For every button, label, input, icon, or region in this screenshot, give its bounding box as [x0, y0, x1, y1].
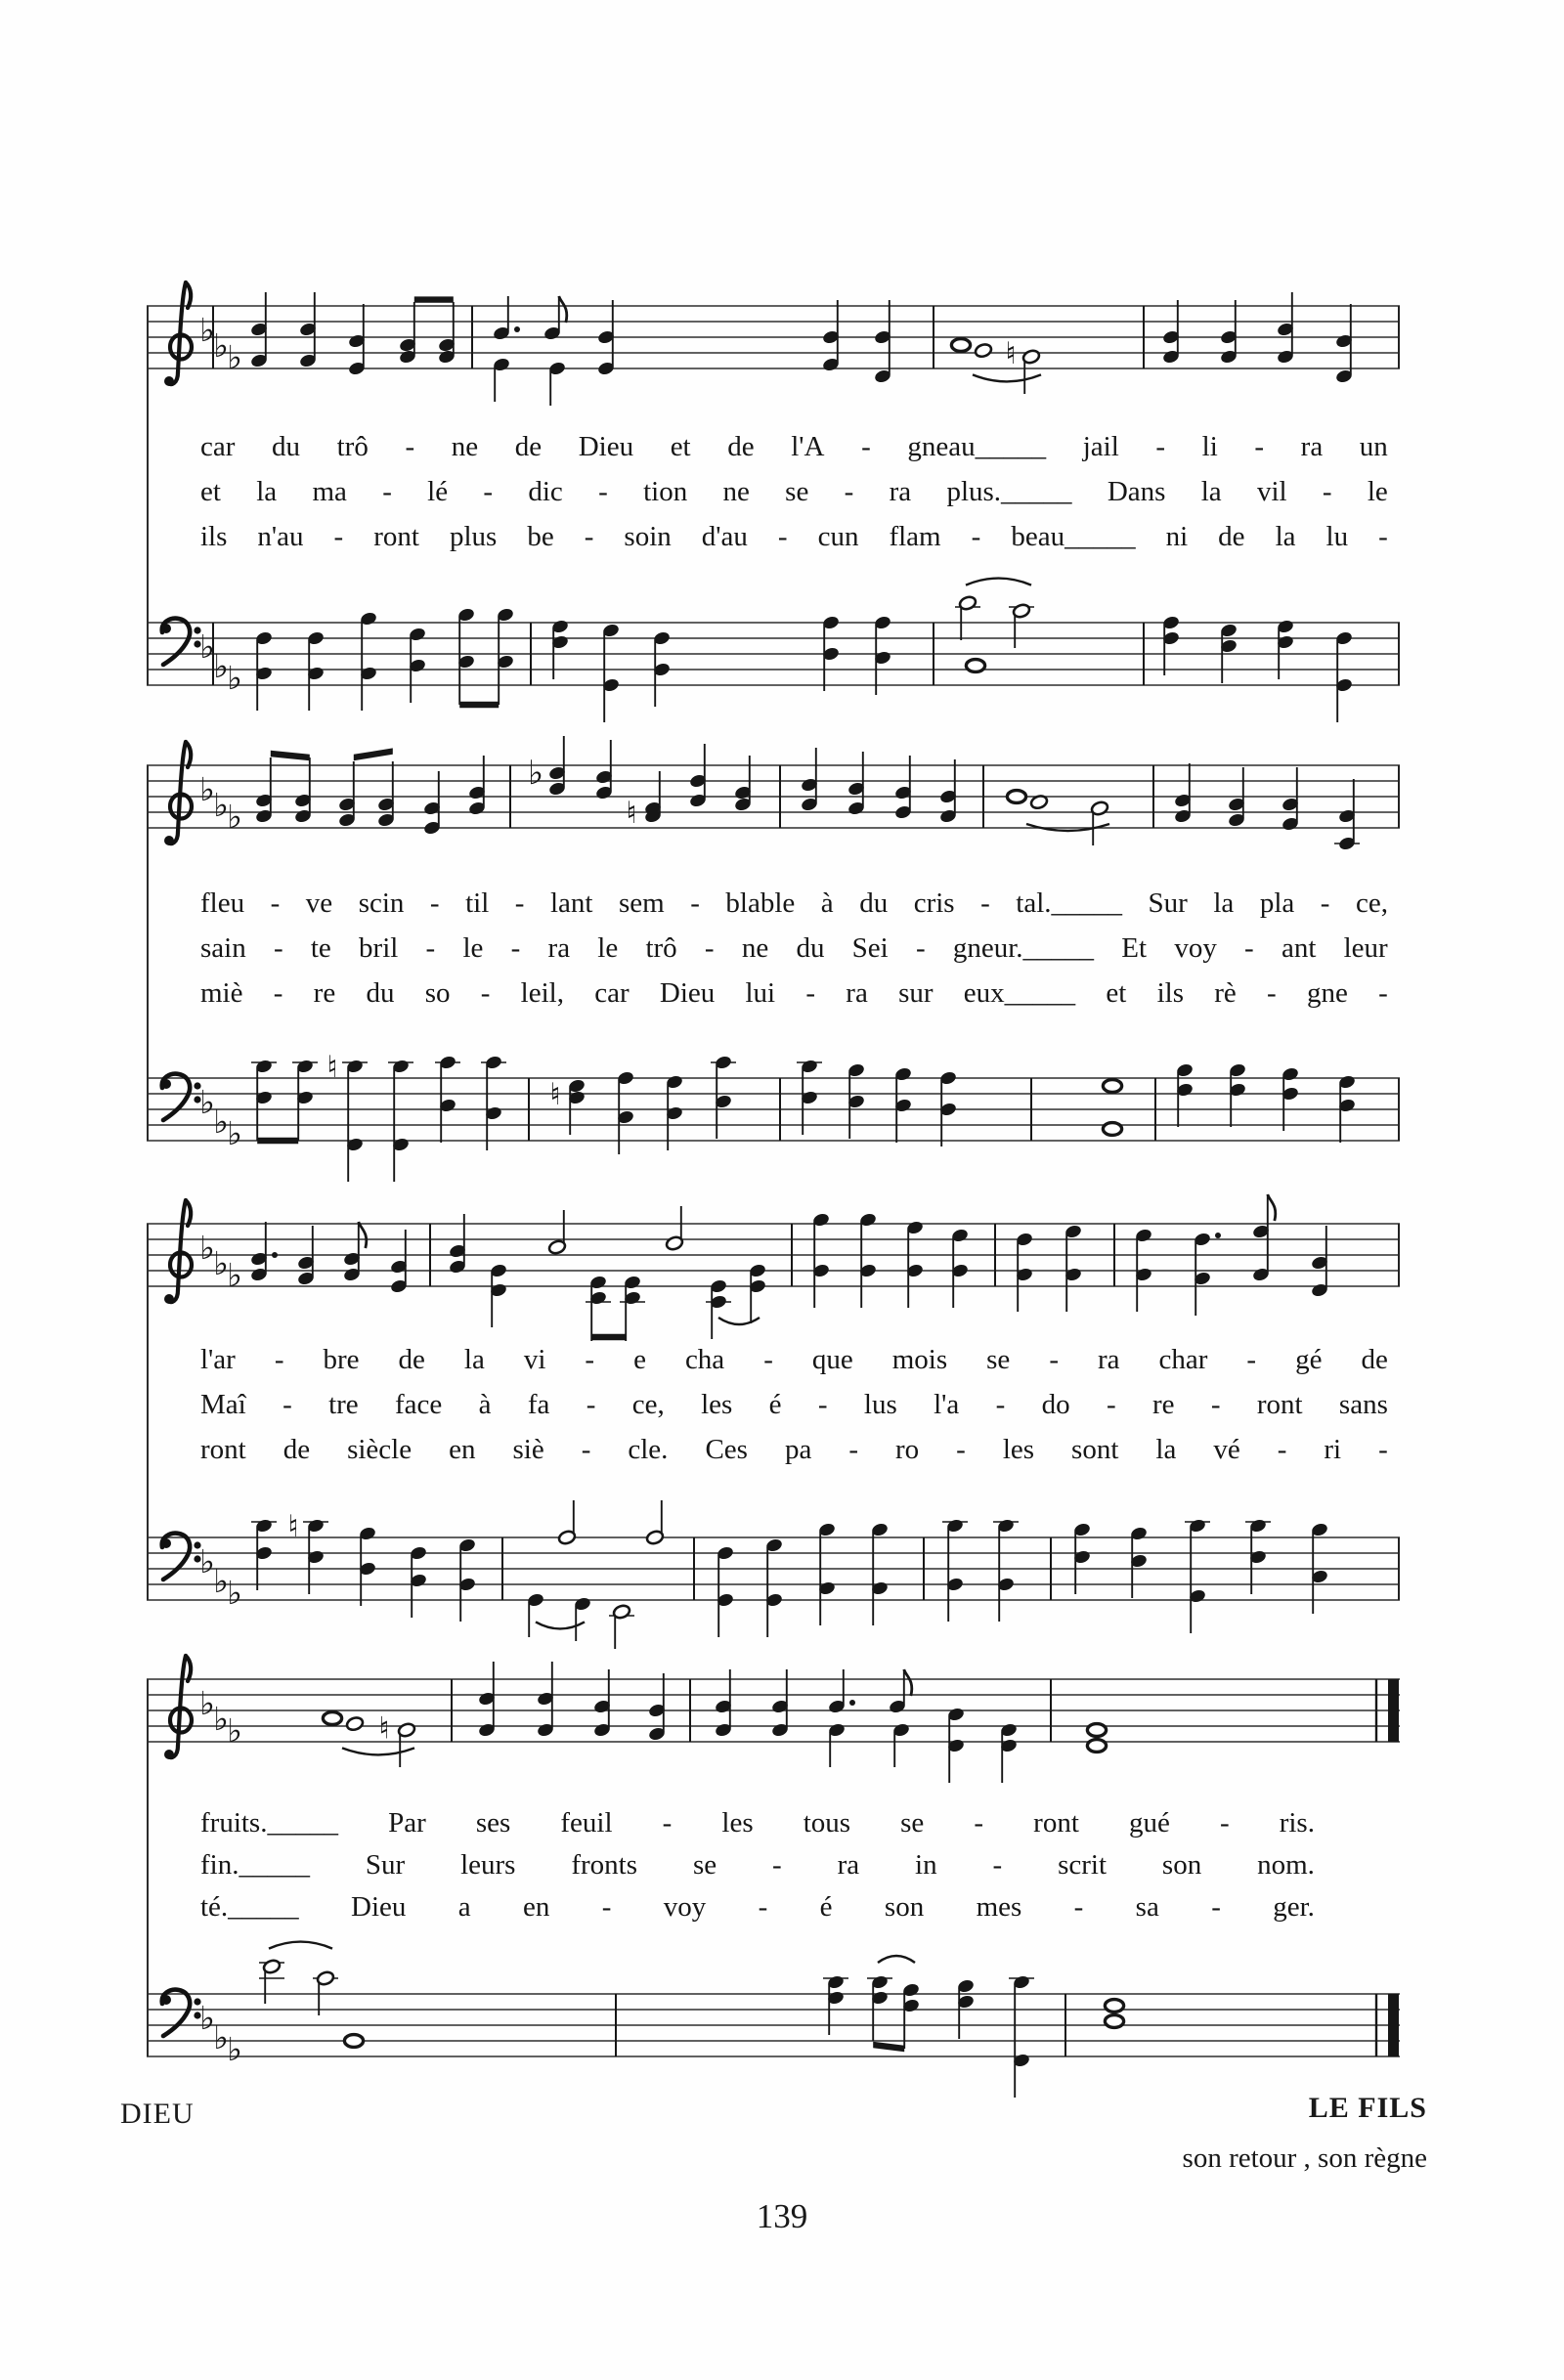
lyric-syllable: siècle	[347, 1434, 413, 1465]
lyric-syllable: et	[670, 431, 691, 462]
flat-icon: ♭	[227, 798, 242, 836]
lyric-syllable: -	[483, 476, 494, 507]
lyric-line-v3	[200, 1891, 1315, 1924]
lyric-syllable: nom.	[1257, 1849, 1315, 1881]
lyric-syllable: l'a	[934, 1389, 960, 1420]
lyric-syllable: tal._____	[1016, 887, 1123, 919]
lyric-syllable: sont	[1071, 1434, 1119, 1465]
system-4-left-barline	[147, 1679, 149, 2056]
lyric-syllable: flam	[889, 521, 941, 552]
lyric-syllable: -	[586, 1389, 596, 1420]
lyric-syllable: se	[900, 1807, 925, 1839]
lyric-syllable: -	[992, 1849, 1003, 1881]
lyric-syllable: et	[200, 476, 221, 507]
flat-icon: ♭	[213, 326, 229, 365]
system-2-treble-staff	[147, 697, 1408, 888]
lyric-syllable: -	[1049, 1344, 1059, 1375]
flat-icon: ♭	[227, 338, 242, 376]
lyric-syllable: -	[861, 431, 871, 462]
lyric-syllable: te	[310, 932, 331, 964]
lyric-syllable: be	[527, 521, 554, 552]
lyric-syllable: leur	[1343, 932, 1388, 964]
flat-icon: ♭	[199, 1229, 215, 1267]
lyric-syllable: de	[514, 431, 543, 462]
lyric-syllable: sur	[898, 977, 934, 1009]
lyric-syllable: -	[480, 977, 491, 1009]
lyric-line-v2	[200, 932, 1388, 965]
lyric-syllable: du	[272, 431, 301, 462]
system-2-left-barline	[147, 765, 149, 1141]
lyric-syllable: -	[1254, 431, 1265, 462]
flat-icon: ♭	[199, 311, 215, 349]
flat-icon: ♭	[227, 1256, 242, 1294]
lyric-syllable: -	[844, 476, 854, 507]
lyric-syllable: lui	[745, 977, 776, 1009]
lyric-syllable: ils	[1156, 977, 1184, 1009]
lyric-syllable: sans	[1338, 1389, 1388, 1420]
lyric-syllable: -	[817, 1389, 828, 1420]
lyric-syllable: -	[1244, 932, 1254, 964]
flat-icon: ♭	[199, 1684, 215, 1722]
lyric-syllable: -	[510, 932, 521, 964]
lyric-syllable: -	[273, 932, 283, 964]
lyric-line-v2	[200, 476, 1388, 508]
lyric-syllable: lus	[863, 1389, 897, 1420]
lyric-syllable: leil,	[520, 977, 564, 1009]
lyric-syllable: -	[382, 476, 392, 507]
lyric-syllable: l'A	[791, 431, 825, 462]
lyric-syllable: ses	[475, 1807, 511, 1839]
lyric-syllable: -	[282, 1389, 292, 1420]
lyric-syllable: Sur	[1148, 887, 1188, 919]
lyric-syllable: vé	[1213, 1434, 1240, 1465]
lyric-syllable: la	[1275, 521, 1296, 552]
lyric-line-v2	[200, 1849, 1315, 1882]
lyric-syllable: -	[971, 521, 981, 552]
lyric-syllable: -	[763, 1344, 773, 1375]
lyric-syllable: la	[256, 476, 278, 507]
lyric-syllable: leurs	[460, 1849, 516, 1881]
voice-label-le-fils: LE FILS	[1308, 2092, 1427, 2124]
lyric-syllable: de	[398, 1344, 425, 1375]
natural-icon: ♮	[549, 1077, 561, 1112]
lyric-syllable: et	[1106, 977, 1127, 1009]
lyric-syllable: Maî	[200, 1389, 246, 1420]
lyric-syllable: Dieu	[659, 977, 716, 1009]
lyric-syllable: Dieu	[351, 1891, 407, 1923]
lyric-syllable: sa	[1135, 1891, 1159, 1923]
lyric-syllable: lant	[549, 887, 593, 919]
lyric-syllable: en	[523, 1891, 550, 1923]
lyric-syllable: gneau_____	[907, 431, 1047, 462]
lyric-syllable: -	[758, 1891, 768, 1923]
bass-clef-icon	[161, 1074, 201, 1120]
lyric-syllable: -	[1155, 431, 1166, 462]
system-4-treble-staff	[147, 1611, 1408, 1802]
lyric-syllable: -	[1277, 1434, 1287, 1465]
flat-icon: ♭	[213, 1244, 229, 1282]
lyric-syllable: fruits._____	[200, 1807, 338, 1839]
lyric-syllable: la	[463, 1344, 485, 1375]
lyric-syllable: beau_____	[1011, 521, 1136, 552]
lyric-syllable: ne	[741, 932, 769, 964]
lyric-syllable: en	[449, 1434, 476, 1465]
flat-icon: ♭	[227, 659, 242, 697]
lyric-syllable: la	[1200, 476, 1222, 507]
natural-icon: ♮	[1005, 336, 1017, 371]
lyric-syllable: ils	[200, 521, 228, 552]
page-number: 139	[756, 2197, 808, 2235]
lyric-syllable: -	[601, 1891, 612, 1923]
lyric-syllable: Et	[1121, 932, 1148, 964]
lyric-syllable: é	[768, 1389, 782, 1420]
lyric-syllable: -	[1378, 1434, 1388, 1465]
lyric-syllable: Dieu	[578, 431, 634, 462]
flat-icon: ♭	[213, 647, 229, 685]
lyric-syllable: à	[820, 887, 834, 919]
lyric-syllable: -	[429, 887, 440, 919]
lyric-syllable: ro	[894, 1434, 920, 1465]
lyric-syllable: ront	[1033, 1807, 1079, 1839]
lyric-syllable: les	[701, 1389, 733, 1420]
treble-clef-icon	[164, 1200, 192, 1304]
lyric-syllable: trô	[336, 431, 369, 462]
lyric-syllable: rè	[1214, 977, 1237, 1009]
lyric-syllable: car	[200, 431, 236, 462]
lyric-syllable: -	[1073, 1891, 1084, 1923]
lyric-syllable: d'au	[701, 521, 748, 552]
lyric-syllable: soin	[624, 521, 672, 552]
lyric-syllable: du	[366, 977, 395, 1009]
lyric-syllable: se	[692, 1849, 717, 1881]
lyric-syllable: Dans	[1107, 476, 1166, 507]
lyric-syllable: les	[721, 1807, 754, 1839]
lyric-syllable: -	[585, 1344, 595, 1375]
lyric-syllable: lé	[427, 476, 449, 507]
lyric-syllable: -	[581, 1434, 591, 1465]
lyric-syllable: vil	[1256, 476, 1287, 507]
lyric-syllable: cun	[817, 521, 859, 552]
lyric-syllable: la	[1155, 1434, 1177, 1465]
lyric-syllable: tous	[803, 1807, 851, 1839]
bass-clef-icon	[161, 619, 201, 665]
lyric-syllable: miè	[200, 977, 243, 1009]
lyric-syllable: -	[805, 977, 816, 1009]
lyric-syllable: té._____	[200, 1891, 299, 1923]
lyric-line-v3	[200, 521, 1388, 553]
lyric-line-v1	[200, 887, 1388, 920]
treble-clef-icon	[164, 1656, 192, 1759]
voice-label-dieu: DIEU	[120, 2098, 195, 2130]
lyric-syllable: gne	[1306, 977, 1348, 1009]
treble-clef-icon	[164, 742, 192, 845]
lyric-syllable: se	[986, 1344, 1011, 1375]
lyric-syllable: ne	[451, 431, 479, 462]
treble-clef-icon	[164, 282, 192, 386]
lyric-syllable: de	[282, 1434, 311, 1465]
footer-subtitle: son retour , son règne	[1182, 2142, 1427, 2174]
lyric-syllable: ra	[547, 932, 571, 964]
lyric-syllable: plus._____	[946, 476, 1072, 507]
lyric-syllable: blable	[725, 887, 796, 919]
lyric-syllable: ni	[1165, 521, 1189, 552]
lyric-syllable: son	[1161, 1849, 1202, 1881]
lyric-syllable: gneur._____	[952, 932, 1095, 964]
lyric-syllable: siè	[512, 1434, 544, 1465]
lyric-syllable: ront	[1256, 1389, 1303, 1420]
lyric-syllable: a	[457, 1891, 471, 1923]
lyric-syllable: voy	[663, 1891, 707, 1923]
lyric-syllable: mois	[891, 1344, 948, 1375]
lyric-syllable: -	[1210, 1389, 1221, 1420]
lyric-syllable: cle.	[628, 1434, 669, 1465]
lyric-syllable: de	[1361, 1344, 1388, 1375]
lyric-syllable: la	[1213, 887, 1235, 919]
bass-clef-icon	[161, 1990, 201, 2036]
lyric-syllable: -	[514, 887, 525, 919]
lyric-syllable: n'au	[257, 521, 304, 552]
lyric-syllable: face	[395, 1389, 443, 1420]
lyric-syllable: -	[1219, 1807, 1230, 1839]
flat-icon: ♭	[227, 1711, 242, 1750]
lyric-syllable: que	[811, 1344, 853, 1375]
lyric-syllable: ra	[1300, 431, 1324, 462]
lyric-syllable: é	[819, 1891, 833, 1923]
lyric-syllable: char	[1158, 1344, 1208, 1375]
lyric-syllable: -	[333, 521, 344, 552]
lyric-line-v2	[200, 1389, 1388, 1421]
system-3-left-barline	[147, 1224, 149, 1600]
lyric-syllable: -	[974, 1807, 984, 1839]
system-1-left-barline	[147, 306, 149, 685]
lyric-syllable: -	[1322, 476, 1332, 507]
flat-icon: ♭	[199, 770, 215, 808]
lyric-syllable: ri	[1324, 1434, 1342, 1465]
lyric-line-v1	[200, 1344, 1388, 1376]
lyric-syllable: du	[796, 932, 825, 964]
lyric-syllable: cris	[913, 887, 955, 919]
flat-icon: ♭	[527, 754, 544, 793]
lyric-syllable: trô	[645, 932, 677, 964]
lyric-line-v1	[200, 1807, 1315, 1839]
lyric-syllable: ce,	[631, 1389, 665, 1420]
lyric-syllable: son	[884, 1891, 925, 1923]
lyric-syllable: -	[274, 1344, 284, 1375]
lyric-syllable: ne	[722, 476, 750, 507]
system-3-treble-staff	[147, 1155, 1408, 1347]
lyric-syllable: so	[424, 977, 451, 1009]
lyric-syllable: Par	[388, 1807, 426, 1839]
lyric-syllable: ant	[1281, 932, 1317, 964]
lyric-syllable: -	[1267, 977, 1277, 1009]
lyric-syllable: -	[980, 887, 990, 919]
lyric-line-v3	[200, 1434, 1388, 1466]
lyric-syllable: ger.	[1273, 1891, 1315, 1923]
lyric-syllable: -	[1378, 977, 1388, 1009]
lyric-syllable: re	[313, 977, 336, 1009]
lyric-syllable: car	[594, 977, 630, 1009]
lyric-syllable: -	[598, 476, 608, 507]
lyric-syllable: -	[425, 932, 436, 964]
lyric-syllable: -	[772, 1849, 782, 1881]
lyric-syllable: Sur	[365, 1849, 406, 1881]
lyric-syllable: le	[1367, 476, 1388, 507]
flat-icon: ♭	[199, 1083, 215, 1121]
lyric-syllable: vi	[523, 1344, 546, 1375]
lyric-syllable: -	[777, 521, 788, 552]
lyric-syllable: à	[478, 1389, 492, 1420]
lyric-syllable: -	[956, 1434, 966, 1465]
lyric-syllable: li	[1201, 431, 1218, 462]
lyric-syllable: de	[1218, 521, 1245, 552]
flat-icon: ♭	[199, 1999, 215, 2037]
lyric-syllable: -	[1246, 1344, 1257, 1375]
lyric-syllable: eux_____	[963, 977, 1076, 1009]
lyric-syllable: feuil	[560, 1807, 613, 1839]
lyric-syllable: re	[1151, 1389, 1175, 1420]
lyric-syllable: -	[662, 1807, 673, 1839]
lyric-syllable: ra	[889, 476, 912, 507]
natural-icon: ♮	[326, 1050, 338, 1085]
lyric-syllable: ra	[1097, 1344, 1120, 1375]
natural-icon: ♮	[626, 796, 637, 831]
flat-icon: ♭	[213, 1103, 229, 1141]
lyric-syllable: mes	[976, 1891, 1022, 1923]
lyric-syllable: fronts	[571, 1849, 638, 1881]
lyric-syllable: de	[727, 431, 755, 462]
lyric-syllable: -	[1320, 887, 1330, 919]
lyric-syllable: sain	[200, 932, 246, 964]
lyric-syllable: se	[785, 476, 809, 507]
lyric-syllable: in	[915, 1849, 937, 1881]
lyric-syllable: do	[1041, 1389, 1070, 1420]
flat-icon: ♭	[213, 786, 229, 824]
bass-clef-icon	[161, 1534, 201, 1579]
lyric-syllable: dic	[528, 476, 563, 507]
lyric-syllable: le	[597, 932, 619, 964]
lyric-syllable: du	[859, 887, 889, 919]
lyric-syllable: le	[462, 932, 484, 964]
lyric-line-v3	[200, 977, 1388, 1010]
flat-icon: ♭	[213, 2018, 229, 2056]
lyric-syllable: lu	[1325, 521, 1349, 552]
lyric-syllable: -	[690, 887, 700, 919]
lyric-syllable: -	[915, 932, 926, 964]
lyric-syllable: pla	[1259, 887, 1295, 919]
flat-icon: ♭	[227, 1114, 242, 1152]
lyric-syllable: ront	[373, 521, 419, 552]
lyric-line-v1	[200, 431, 1388, 463]
natural-icon: ♮	[378, 1710, 390, 1747]
lyric-syllable: e	[633, 1344, 646, 1375]
lyric-syllable: -	[1106, 1389, 1116, 1420]
lyric-syllable: pa	[784, 1434, 812, 1465]
lyric-syllable: bre	[323, 1344, 360, 1375]
lyric-syllable: jail	[1082, 431, 1119, 462]
lyric-syllable: ront	[200, 1434, 246, 1465]
lyric-syllable: -	[584, 521, 594, 552]
flat-icon: ♭	[213, 1562, 229, 1600]
system-1-treble-staff	[147, 238, 1408, 429]
lyric-syllable: un	[1359, 431, 1388, 462]
lyric-syllable: gé	[1295, 1344, 1323, 1375]
lyric-syllable: ris.	[1279, 1807, 1315, 1839]
lyric-syllable: -	[273, 977, 283, 1009]
lyric-syllable: scin	[358, 887, 405, 919]
lyric-syllable: -	[270, 887, 281, 919]
lyric-syllable: scrit	[1058, 1849, 1108, 1881]
lyric-syllable: fin._____	[200, 1849, 310, 1881]
system-4-bass-staff	[147, 1926, 1408, 2117]
flat-icon: ♭	[199, 1542, 215, 1580]
lyric-syllable: Ces	[705, 1434, 748, 1465]
lyric-syllable: cha	[684, 1344, 725, 1375]
lyric-syllable: -	[405, 431, 415, 462]
lyric-syllable: sem	[619, 887, 665, 919]
lyric-syllable: -	[704, 932, 715, 964]
lyric-syllable: ra	[846, 977, 868, 1009]
lyric-syllable: gué	[1128, 1807, 1170, 1839]
lyric-syllable: tre	[328, 1389, 359, 1420]
natural-icon: ♮	[287, 1509, 299, 1544]
lyric-syllable: -	[1378, 521, 1388, 552]
lyric-syllable: les	[1002, 1434, 1035, 1465]
flat-icon: ♭	[213, 1700, 229, 1738]
lyric-syllable: bril	[359, 932, 399, 964]
lyric-syllable: ra	[837, 1849, 860, 1881]
lyric-syllable: ma	[312, 476, 347, 507]
lyric-syllable: -	[848, 1434, 858, 1465]
lyric-syllable: l'ar	[200, 1344, 236, 1375]
lyric-syllable: ce,	[1355, 887, 1388, 919]
lyric-syllable: Sei	[851, 932, 889, 964]
lyric-syllable: plus	[449, 521, 498, 552]
flat-icon: ♭	[227, 2030, 242, 2068]
flat-icon: ♭	[199, 627, 215, 666]
lyric-syllable: ve	[305, 887, 333, 919]
lyric-syllable: fa	[527, 1389, 550, 1420]
lyric-syllable: voy	[1174, 932, 1217, 964]
lyric-syllable: tion	[643, 476, 688, 507]
flat-icon: ♭	[227, 1574, 242, 1612]
lyric-syllable: fleu	[200, 887, 245, 919]
lyric-syllable: -	[1211, 1891, 1221, 1923]
lyric-syllable: -	[995, 1389, 1006, 1420]
lyric-syllable: til	[465, 887, 490, 919]
